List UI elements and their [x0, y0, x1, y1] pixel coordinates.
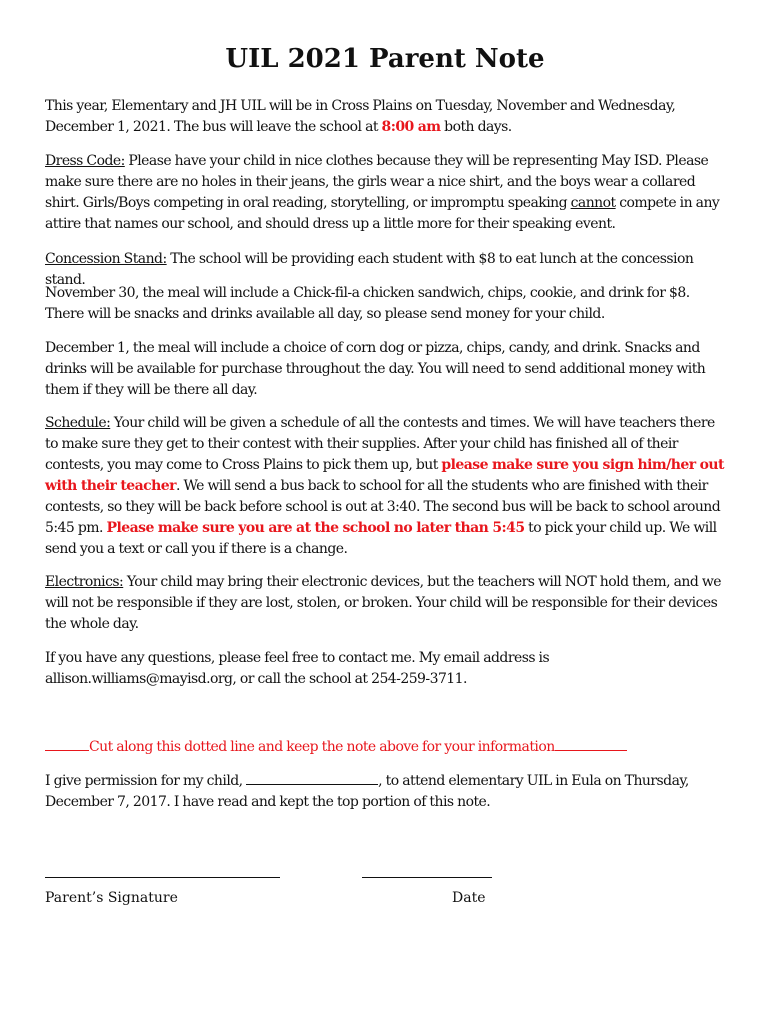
- dress-code-text: Please have your child in nice clothes because they will be representing May ISD. Please make sure there are no holes in their jeans, the girls wear a nice shirt, and the boys wear a collared shirt. Girls/Boys competing in oral reading, storytelling, or impromptu speaking: [45, 153, 709, 211]
- permission-text-end: , to attend elementary UIL in Eula on Thursday, December 7, 2017. I have read and kept the top portion of this note.: [45, 773, 689, 810]
- dress-code-paragraph: [45, 151, 730, 235]
- schedule-text: Your child will be given a schedule of all the contests and times. We will have teachers there to make sure they get to their contest with their supplies. After your child has finished all of their contests, you may come to Cross Plains to pick them up, but: [45, 415, 715, 473]
- parent-signature-label: Parent’s Signature: [45, 890, 178, 906]
- questions-paragraph: If you have any questions, please feel free to contact me. My email address is allison.williams@mayisd.org, or call the school at 254-259-3711.: [45, 650, 550, 687]
- cut-line-text: Cut along this dotted line and keep the note above for your information: [89, 739, 555, 755]
- electronics-text: Your child may bring their electronic devices, but the teachers will NOT hold them, and we will not be responsible if they are lost, stolen, or broken. Your child will be responsible for their devices the whole day.: [45, 574, 722, 632]
- schedule-text-middle: . We will send a bus back to school for all the students who are finished with their contests, so they will be back before school is out at 3:40. The second bus will be back to school around 5:45 pm.: [45, 478, 721, 536]
- intro-text: This year, Elementary and JH UIL will be in Cross Plains on Tuesday, November and Wednesday, December 1, 2021. The bus will leave the school at: [45, 98, 676, 135]
- cut-line: [45, 736, 730, 758]
- november-30-paragraph: November 30, the meal will include a Chick-fil-a chicken sandwich, chips, cookie, and drink for $8. There will be snacks and drinks available all day, so please send money for your child.: [45, 285, 690, 322]
- schedule-text-end: to pick your child up. We will send you a text or call you if there is a change.: [45, 520, 717, 557]
- pickup-time-warning: Please make sure you are at the school no later than 5:45: [106, 520, 525, 536]
- date-line[interactable]: [362, 877, 492, 878]
- permission-paragraph: [45, 770, 730, 813]
- child-name-blank[interactable]: [246, 770, 378, 785]
- cut-line-left-rule: [45, 736, 89, 751]
- date-label: Date: [452, 890, 486, 906]
- dress-code-text-end: compete in any attire that names our school, and should dress up a little more for their speaking event.: [45, 195, 720, 232]
- page-title: UIL 2021 Parent Note: [225, 44, 545, 74]
- departure-time: 8:00 am: [381, 119, 441, 135]
- cut-line-right-rule: [555, 736, 627, 751]
- dress-code-emphasis: cannot: [570, 195, 616, 211]
- permission-text: I give permission for my child,: [45, 773, 247, 789]
- parent-signature-line[interactable]: [45, 877, 280, 878]
- sign-out-warning: please make sure you sign him/her out with their teacher: [45, 457, 724, 494]
- schedule-paragraph: [45, 413, 730, 560]
- december-1-paragraph: December 1, the meal will include a choice of corn dog or pizza, chips, candy, and drink. Snacks and drinks will be available for purchase throughout the day. You will need to send additional money with them if they will be there all day.: [45, 340, 706, 398]
- intro-text-end: both days.: [440, 119, 512, 135]
- electronics-paragraph: [45, 572, 730, 635]
- schedule-heading: Schedule:: [45, 415, 111, 431]
- electronics-heading: Electronics:: [45, 574, 124, 590]
- dress-code-heading: Dress Code:: [45, 153, 125, 169]
- intro-paragraph: [45, 96, 730, 138]
- concession-text: The school will be providing each student with $8 to eat lunch at the concession stand.: [45, 251, 694, 288]
- concession-heading: Concession Stand:: [45, 251, 167, 267]
